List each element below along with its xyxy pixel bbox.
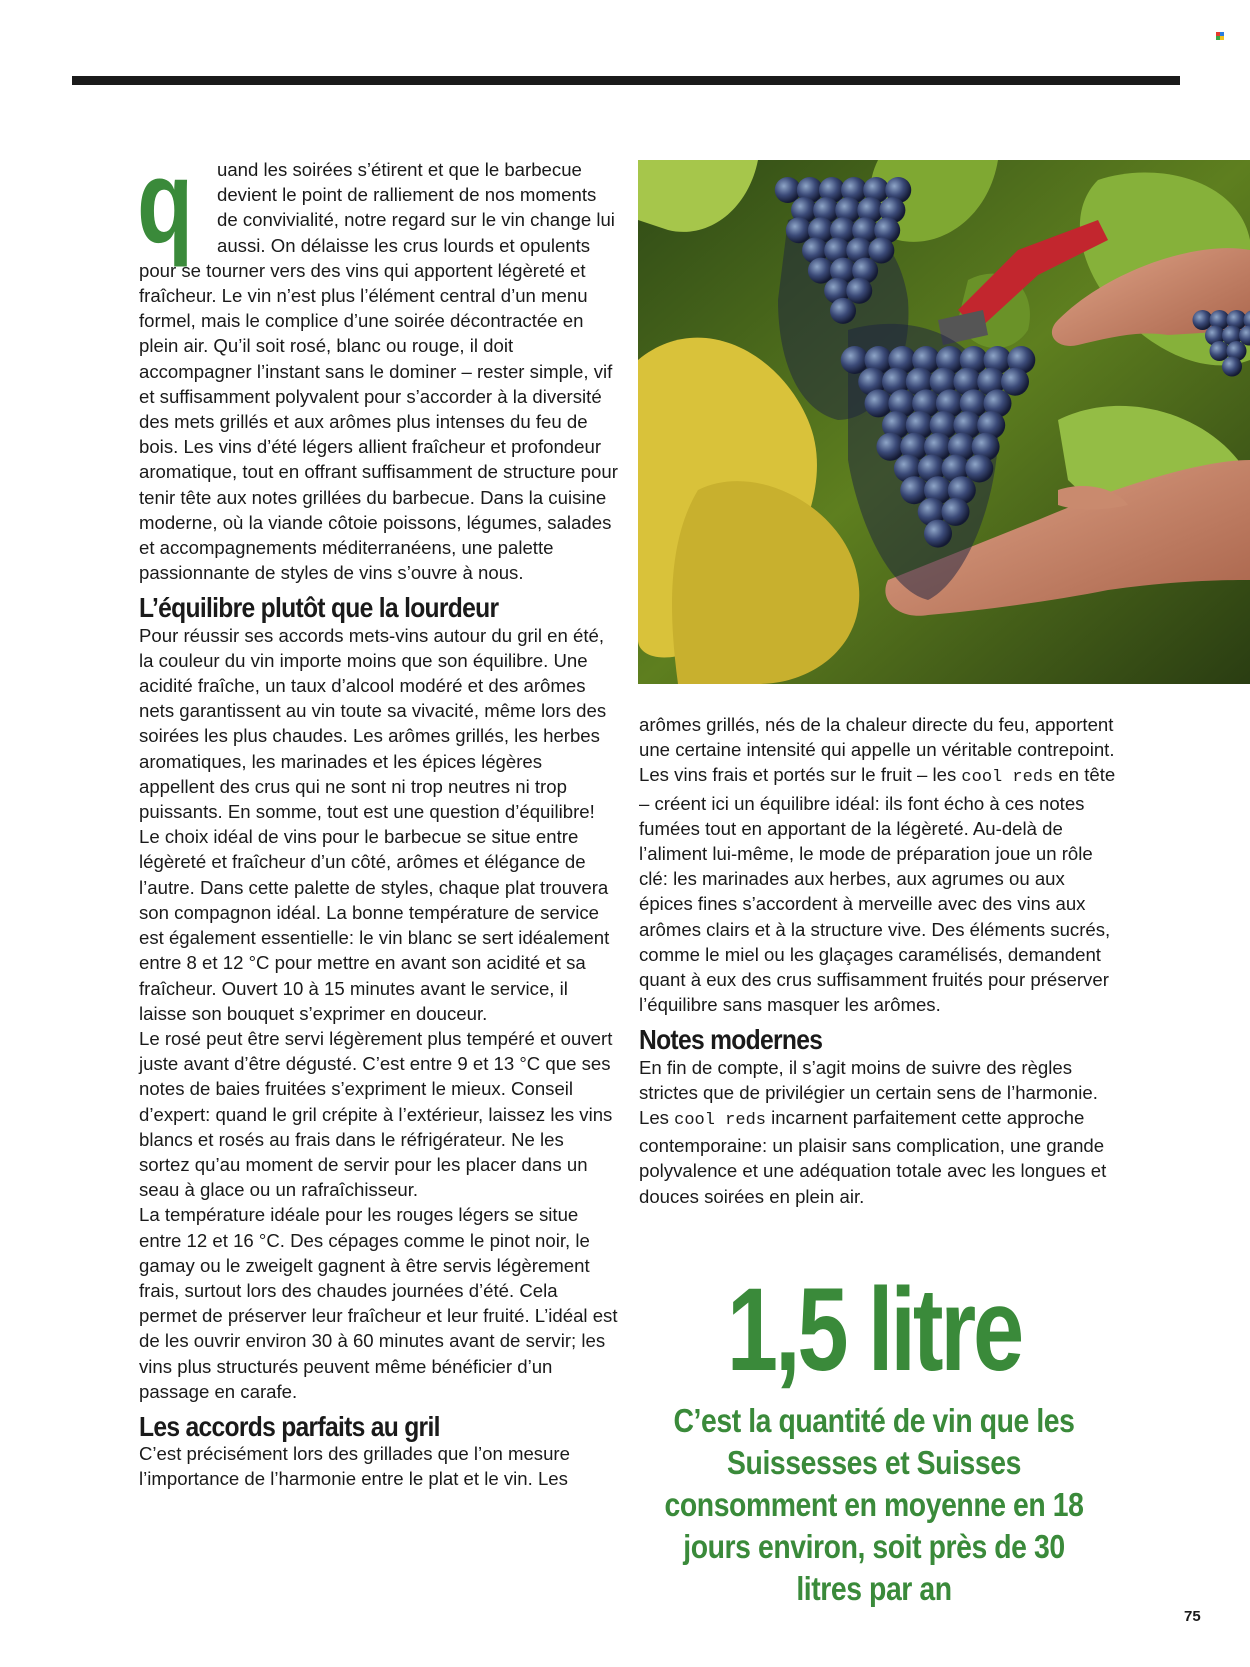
callout-caption: C’est la quantité de vin que les Suissesses et Suisses consomment en moyenne en 18 jours environ, soit près de 30 litres par an	[664, 1402, 1084, 1607]
section1-paragraph-2: Le rosé peut être servi légèrement plus tempéré et ouvert juste avant d’être dégusté. C’est entre 9 et 13 °C que ses notes de baies fruitées s’expriment le mieux. Conseil d’expert: quand le gril crépite à l’extérieur, laissez les vins blancs et rosés au frais dans le réfrigérateur. Ne les sortez qu’au moment de servir pour les placer dans un seau à glace ou un rafraîchisseur.	[139, 1027, 613, 1201]
section2-text-a: arômes grillés, nés de la chaleur directe du feu, apportent une certaine intensité qui appelle un véritable contrepoint. Les vins frais et portés sur le fruit – les	[639, 714, 1115, 786]
section3-text-b: incarnent parfaitement cette approche contemporaine: un plaisir sans complication, une grande polyvalence et une adéquation totale avec les longues et douces soirées en plein air.	[639, 1107, 1107, 1207]
section3-paragraph	[639, 1055, 1119, 1209]
section1-paragraph-1: Pour réussir ses accords mets-vins autour du gril en été, la couleur du vin importe moins que son équilibre. Une acidité fraîche, un taux d’alcool modéré et des arômes nets garantissent au vin toute sa vivacité, même lors des soirées les plus chaudes. Les arômes grillés, les herbes aromatiques, les marinades et les épices légères appellent des crus qui ne sont ni trop neutres ni trop puissants. En somme, tout est une question d’équilibre! Le choix idéal de vins pour le barbecue se situe entre légèreté et fraîcheur d’un côté, arômes et élégance de l’autre. Dans cette palette de styles, chaque plat trouvera son compagnon idéal. La bonne température de service est également essentielle: le vin blanc se sert idéalement entre 8 et 12 °C pour mettre en avant son acidité et sa fraîcheur. Ouvert 10 à 15 minutes avant le service, il laisse son bouquet s’exprimer en douceur.	[139, 624, 610, 1024]
cool-reds-term-2: cool reds	[674, 1111, 766, 1131]
cool-reds-term: cool reds	[961, 768, 1054, 788]
corner-color-mark	[1216, 32, 1224, 40]
drop-cap: q	[137, 136, 194, 268]
top-rule	[72, 76, 1180, 85]
section-heading-notes-modernes: Notes modernes	[639, 1024, 823, 1056]
grape-harvest-photo	[638, 160, 1250, 684]
section3-text-a: En fin de compte, il s’agit moins de suivre des règles strictes que de privilégier un certain sens de l’harmonie. Les	[639, 1056, 1098, 1129]
article-column-right	[639, 712, 1119, 1209]
section2-paragraph-continued	[639, 712, 1119, 1017]
callout-number: 1,5 litre	[726, 1264, 1022, 1396]
article-column-left	[137, 136, 619, 1492]
section-heading-equilibre: L’équilibre plutôt que la lourdeur	[139, 592, 499, 624]
intro-text: uand les soirées s’étirent et que le barbecue devient le point de ralliement de nos moments de convivialité, notre regard sur le vin change lui aussi. On délaisse les crus lourds et opulents pour se tourner vers des vins qui apportent légèreté et fraîcheur. Le vin n’est plus l’élément central d’un menu formel, mais le complice d’une soirée décontractée en plein air. Qu’il soit rosé, blanc ou rouge, il doit accompagner l’instant sans le dominer – rester simple, vif et suffisamment polyvalent pour s’accorder à la diversité des mets grillés et aux arômes plus intenses du feu de bois. Les vins d’été légers allient fraîcheur et profondeur aromatique, tout en offrant suffisamment de structure pour tenir tête aux notes grillées du barbecue. Dans la cuisine moderne, où la viande côtoie poissons, légumes, salades et accompagnements méditerranéens, une palette passionnante de styles de vins s’ouvre à nous.	[139, 159, 618, 584]
section2-paragraph-start: C’est précisément lors des grillades que l’on mesure l’importance de l’harmonie entre le plat et le vin. Les	[139, 1443, 570, 1490]
intro-paragraph	[137, 136, 619, 585]
section2-text-b: en tête – créent ici un équilibre idéal: ils font écho à ces notes fumées tout en apportant de la légèreté. Au-delà de l’aliment lui-même, le mode de préparation joue un rôle clé: les marinades aux herbes, aux agrumes ou aux épices fines s’accordent à merveille avec des vins aux arômes clairs et à la structure vive. Des éléments sucrés, comme le miel ou les glaçages caramélisés, demandent quant à eux des crus suffisamment fruités pour préserver l’équilibre sans masquer les arômes.	[639, 764, 1116, 1016]
section1-paragraph-3: La température idéale pour les rouges légers se situe entre 12 et 16 °C. Des cépages comme le pinot noir, le gamay ou le zweigelt gagnent à être servis légèrement frais, surtout lors des chaudes journées d’été. Cela permet de préserver leur fraîcheur et leur fruité. L’idéal est de les ouvrir environ 30 à 60 minutes avant de servir; les vins plus structurés peuvent même bénéficier d’un passage en carafe.	[139, 1204, 618, 1402]
section-heading-accords: Les accords parfaits au gril	[139, 1410, 440, 1442]
page-number: 75	[1184, 1608, 1201, 1625]
